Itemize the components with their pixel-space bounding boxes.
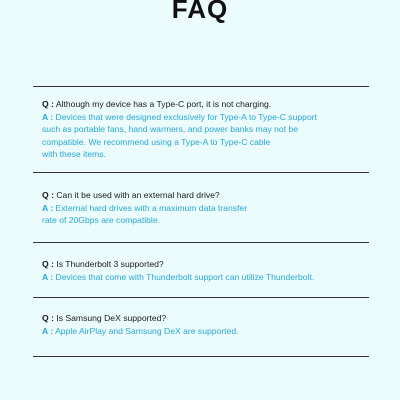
divider	[33, 172, 369, 173]
answer-line	[42, 202, 362, 215]
divider	[33, 356, 369, 357]
faq-item	[42, 189, 362, 227]
answer-line	[42, 271, 362, 284]
answer-text: Apple AirPlay and Samsung DeX are supported.	[55, 325, 239, 336]
faq-item	[42, 312, 362, 337]
question-text: Can it be used with an external hard drive?	[56, 190, 220, 200]
answer-prefix: A :	[42, 111, 54, 122]
question-prefix: Q :	[42, 99, 54, 109]
question-line	[42, 98, 362, 111]
answer-prefix: A :	[42, 202, 54, 213]
answer-line	[42, 111, 362, 124]
answer-text: External hard drives with a maximum data transfer	[55, 202, 248, 213]
question-prefix: Q :	[42, 259, 54, 269]
divider	[33, 242, 369, 243]
question-line	[42, 189, 362, 202]
answer-text: such as portable fans, hand warmers, and power banks may not be	[42, 124, 299, 134]
answer-text: Devices that were designed exclusively for Type-A to Type-C support	[55, 111, 317, 122]
question-line	[42, 258, 362, 271]
question-line	[42, 312, 362, 325]
faq-item	[42, 98, 362, 161]
question-text: Is Thunderbolt 3 supported?	[56, 259, 164, 269]
page-title: FAQ	[171, 0, 229, 24]
answer-text: with these items.	[42, 149, 106, 159]
answer-prefix: A :	[42, 325, 54, 336]
answer-prefix: A :	[42, 271, 54, 282]
divider	[33, 297, 369, 298]
answer-line	[42, 325, 362, 338]
answer-text: Devices that come with Thunderbolt support can utilize Thunderbolt.	[55, 271, 315, 282]
question-prefix: Q :	[42, 313, 54, 323]
answer-text: compatible. We recommend using a Type-A to Type-C cable	[42, 136, 271, 147]
question-text: Is Samsung DeX supported?	[56, 313, 167, 323]
divider	[33, 86, 369, 87]
answer-text: rate of 20Gbps are compatible.	[42, 215, 160, 225]
faq-item	[42, 258, 362, 283]
question-prefix: Q :	[42, 190, 54, 200]
question-text: Although my device has a Type-C port, it is not charging.	[55, 99, 272, 109]
